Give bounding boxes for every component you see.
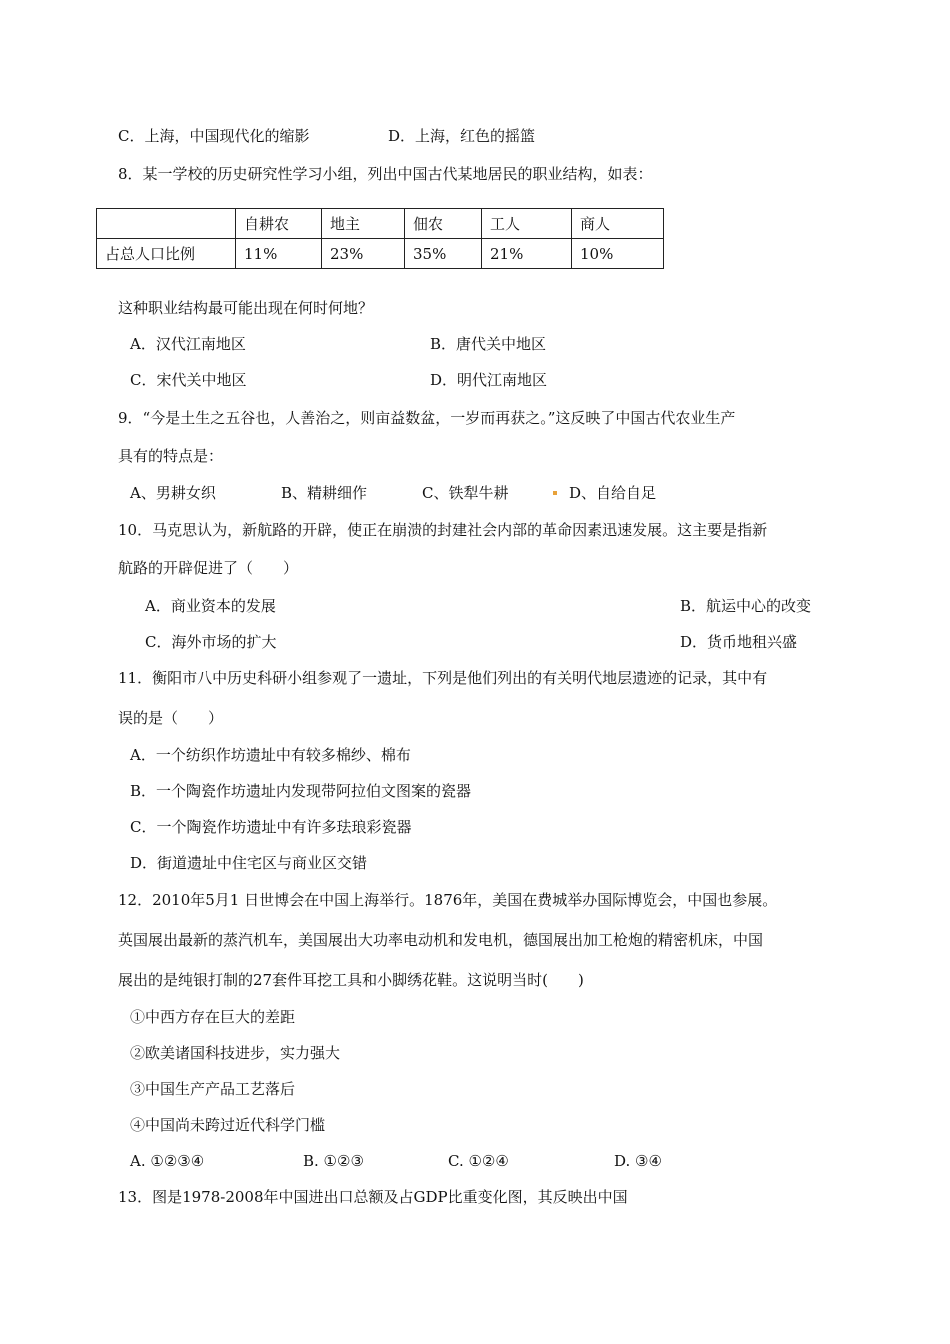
q12-statement-4: ④中国尚未跨过近代科学门槛 bbox=[130, 1116, 326, 1134]
q10-stem-line1: 10．马克思认为，新航路的开辟，使正在崩溃的封建社会内部的革命因素迅速发展。这主要是指新 bbox=[118, 521, 768, 539]
q12-statement-2: ②欧美诸国科技进步，实力强大 bbox=[130, 1044, 341, 1062]
table-header-cell: 地主 bbox=[322, 209, 405, 239]
table-cell: 10% bbox=[572, 239, 664, 269]
q12-stem-line3: 展出的是纯银打制的27套件耳挖工具和小脚绣花鞋。这说明当时( ) bbox=[118, 971, 584, 989]
q8-stem: 8．某一学校的历史研究性学习小组，列出中国古代某地居民的职业结构，如表： bbox=[118, 165, 653, 183]
table-header-cell: 工人 bbox=[482, 209, 572, 239]
q10-option-a: A．商业资本的发展 bbox=[145, 597, 276, 615]
orange-dot-mark bbox=[553, 491, 557, 495]
q10-option-d: D．货币地租兴盛 bbox=[680, 633, 798, 651]
q7-option-c: C．上海，中国现代化的缩影 bbox=[118, 127, 310, 145]
q11-option-c: C．一个陶瓷作坊遗址中有许多珐琅彩瓷器 bbox=[130, 818, 412, 836]
table-header-cell: 佃农 bbox=[405, 209, 482, 239]
table-cell: 35% bbox=[405, 239, 482, 269]
table-cell: 21% bbox=[482, 239, 572, 269]
table-cell: 23% bbox=[322, 239, 405, 269]
table-row-label: 占总人口比例 bbox=[97, 239, 236, 269]
q12-statement-3: ③中国生产产品工艺落后 bbox=[130, 1080, 296, 1098]
table-header-cell: 自耕农 bbox=[236, 209, 322, 239]
q12-statement-1: ①中西方存在巨大的差距 bbox=[130, 1008, 296, 1026]
q10-option-b: B．航运中心的改变 bbox=[680, 597, 812, 615]
q8-option-c: C．宋代关中地区 bbox=[130, 371, 247, 389]
occupation-table bbox=[96, 208, 664, 269]
q9-option-c: C、铁犁牛耕 bbox=[422, 484, 509, 502]
q9-option-a: A、男耕女织 bbox=[130, 484, 216, 502]
table-header-row bbox=[97, 209, 664, 239]
table-row bbox=[97, 239, 664, 269]
q7-option-d: D．上海，红色的摇篮 bbox=[388, 127, 536, 145]
table-header-cell: 商人 bbox=[572, 209, 664, 239]
q11-option-d: D．街道遗址中住宅区与商业区交错 bbox=[130, 854, 368, 872]
q8-question: 这种职业结构最可能出现在何时何地？ bbox=[118, 299, 374, 317]
table-cell: 11% bbox=[236, 239, 322, 269]
q13-stem-line1: 13．图是1978-2008年中国进出口总额及占GDP比重变化图，其反映出中国 bbox=[118, 1188, 628, 1206]
q12-stem-line2: 英国展出最新的蒸汽机车，美国展出大功率电动机和发电机，德国展出加工枪炮的精密机床，中国 bbox=[118, 931, 764, 949]
q9-stem-line2: 具有的特点是： bbox=[118, 447, 224, 465]
table-header-cell bbox=[97, 209, 236, 239]
q12-option-c: C. ①②④ bbox=[448, 1152, 509, 1170]
q9-option-d: D、自给自足 bbox=[569, 484, 657, 502]
q12-stem-line1: 12．2010年5月1 日世博会在中国上海举行。1876年，美国在费城举办国际博览会，中国也参展。 bbox=[118, 891, 778, 909]
q9-option-b: B、精耕细作 bbox=[281, 484, 368, 502]
q9-option-d-wrap bbox=[553, 483, 656, 503]
q10-option-c: C．海外市场的扩大 bbox=[145, 633, 277, 651]
q12-option-d: D. ③④ bbox=[614, 1152, 662, 1170]
q9-stem-line1: 9．“今是土生之五谷也，人善治之，则亩益数盆，一岁而再获之。”这反映了中国古代农业生产 bbox=[118, 409, 736, 427]
q12-option-b: B. ①②③ bbox=[303, 1152, 364, 1170]
q8-option-a: A．汉代江南地区 bbox=[130, 335, 246, 353]
q11-stem-line2: 误的是（ ） bbox=[118, 709, 224, 727]
q8-option-d: D．明代江南地区 bbox=[430, 371, 548, 389]
q12-option-a: A. ①②③④ bbox=[130, 1152, 205, 1170]
q8-option-b: B．唐代关中地区 bbox=[430, 335, 547, 353]
q11-stem-line1: 11．衡阳市八中历史科研小组参观了一遗址，下列是他们列出的有关明代地层遗迹的记录，其中有 bbox=[118, 669, 768, 687]
q10-stem-line2: 航路的开辟促进了（ ） bbox=[118, 559, 299, 577]
q11-option-a: A．一个纺织作坊遗址中有较多棉纱、棉布 bbox=[130, 746, 411, 764]
q11-option-b: B．一个陶瓷作坊遗址内发现带阿拉伯文图案的瓷器 bbox=[130, 782, 472, 800]
